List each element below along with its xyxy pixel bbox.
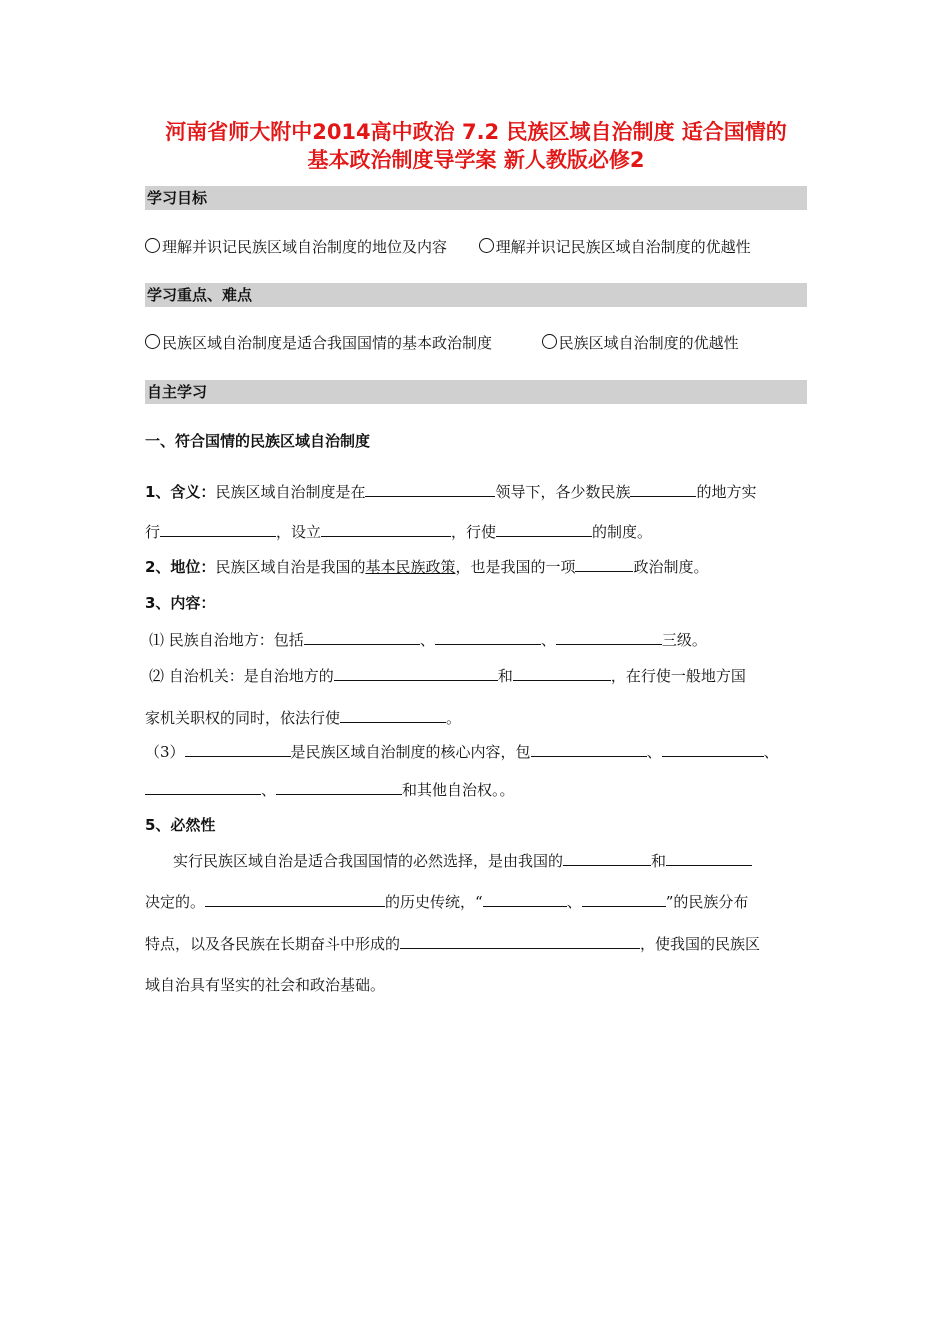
q3-text: 家机关职权的同时，依法行使 — [145, 709, 341, 727]
fill-blank[interactable] — [483, 890, 567, 907]
fill-blank[interactable] — [400, 932, 640, 949]
goals-row — [145, 236, 825, 258]
q1-text: 行 — [145, 523, 161, 541]
q3-sub2-line-1 — [149, 664, 819, 687]
fill-blank[interactable] — [513, 664, 611, 681]
q1-text: 民族区域自治制度是在 — [215, 483, 366, 501]
q3-sub3-number: （3） — [145, 743, 185, 761]
q3-text: 、 — [419, 631, 435, 649]
q1-line-2 — [145, 520, 815, 543]
q2-text: 民族区域自治是我国的 — [215, 558, 366, 576]
fill-blank[interactable] — [582, 890, 666, 907]
q5-text: ，使我国的民族区 — [640, 935, 761, 953]
fill-blank[interactable] — [496, 520, 592, 537]
q5-text: 特点，以及各民族在长期奋斗中形成的 — [145, 935, 401, 953]
q3-text: 和 — [497, 667, 513, 685]
part1-heading: 一、符合国情的民族区域自治制度 — [145, 432, 371, 450]
fill-blank[interactable] — [365, 480, 495, 497]
q2-label: 2、地位： — [145, 558, 216, 576]
q2-underlined-term: 基本民族政策 — [365, 558, 456, 576]
fill-blank[interactable] — [145, 778, 261, 795]
q3-text: ，在行使一般地方国 — [610, 667, 746, 685]
q3-sub3-line-1 — [145, 740, 815, 763]
goal-item-2: 理解并识记民族区域自治制度的优越性 — [495, 238, 751, 256]
q3-text: 。 — [446, 709, 462, 727]
fill-blank[interactable] — [575, 555, 633, 572]
circle-bullet-icon — [542, 334, 557, 349]
fill-blank[interactable] — [563, 849, 651, 866]
title-line-1: 河南省师大附中2014高中政治 7.2 民族区域自治制度 适合国情的 — [165, 120, 787, 144]
fill-blank[interactable] — [630, 480, 696, 497]
q2-text: 政治制度。 — [633, 558, 709, 576]
q1-line-1 — [145, 480, 815, 503]
q5-text: 的历史传统，“ — [385, 893, 483, 911]
q1-text: 领导下，各少数民族 — [495, 483, 631, 501]
q5-text: 实行民族区域自治是适合我国国情的必然选择，是由我国的 — [173, 852, 564, 870]
document-title — [135, 118, 817, 174]
q3-text: 、 — [261, 781, 277, 799]
key-point-item-2: 民族区域自治制度的优越性 — [558, 334, 739, 352]
q3-text: 、 — [540, 631, 556, 649]
q5-line-1 — [173, 849, 813, 872]
q3-text: 和其他自治权。。 — [402, 781, 515, 799]
q3-text: 自治机关：是自治地方的 — [168, 667, 334, 685]
q3-sub2-line-2 — [145, 706, 815, 729]
q3-text: 、 — [646, 743, 662, 761]
q3-text: 民族自治地方：包括 — [168, 631, 304, 649]
fill-blank[interactable] — [435, 628, 541, 645]
q1-text: 的地方实 — [696, 483, 757, 501]
key-point-item-1: 民族区域自治制度是适合我国国情的基本政治制度 — [162, 334, 493, 352]
q1-text: ，设立 — [276, 523, 322, 541]
q5-text: 、 — [566, 893, 582, 911]
worksheet-page — [145, 118, 807, 994]
fill-blank[interactable] — [276, 778, 402, 795]
q3-text: 、 — [763, 743, 779, 761]
key-points-row — [145, 332, 825, 354]
fill-blank[interactable] — [321, 520, 451, 537]
q2-line — [145, 555, 815, 578]
fill-blank[interactable] — [185, 740, 291, 757]
fill-blank[interactable] — [340, 706, 446, 723]
circle-bullet-icon — [479, 238, 494, 253]
fill-blank[interactable] — [205, 890, 385, 907]
q5-line-2 — [145, 890, 815, 913]
circle-bullet-icon — [145, 238, 160, 253]
fill-blank[interactable] — [160, 520, 276, 537]
section-bar-key-points: 学习重点、难点 — [145, 283, 807, 307]
section-bar-self-study: 自主学习 — [145, 380, 807, 404]
q1-label: 1、含义： — [145, 483, 216, 501]
goal-item-1: 理解并识记民族区域自治制度的地位及内容 — [162, 238, 448, 256]
q3-sub1-number: ⑴ — [149, 631, 165, 649]
fill-blank[interactable] — [556, 628, 662, 645]
q2-text: ，也是我国的一项 — [455, 558, 576, 576]
fill-blank[interactable] — [304, 628, 420, 645]
q3-sub2-number: ⑵ — [149, 667, 165, 685]
q5-label: 5、必然性 — [145, 816, 216, 834]
fill-blank[interactable] — [666, 849, 752, 866]
q1-text: ，行使 — [451, 523, 497, 541]
fill-blank[interactable] — [662, 740, 764, 757]
q5-line-4: 域自治具有坚实的社会和政治基础。 — [145, 976, 386, 994]
q5-text: ”的民族分布 — [665, 893, 749, 911]
q3-sub3-line-2 — [145, 778, 815, 801]
q5-line-3 — [145, 932, 815, 955]
section-bar-goals: 学习目标 — [145, 186, 807, 210]
title-line-2: 基本政治制度导学案 新人教版必修2 — [307, 148, 645, 172]
circle-bullet-icon — [145, 334, 160, 349]
q3-label: 3、内容： — [145, 594, 216, 612]
q5-text: 和 — [651, 852, 667, 870]
fill-blank[interactable] — [531, 740, 647, 757]
q1-text: 的制度。 — [592, 523, 653, 541]
q5-text: 决定的。 — [145, 893, 206, 911]
fill-blank[interactable] — [334, 664, 498, 681]
q3-text: 是民族区域自治制度的核心内容，包 — [290, 743, 531, 761]
q3-sub1 — [149, 628, 819, 651]
q3-text: 三级。 — [661, 631, 707, 649]
